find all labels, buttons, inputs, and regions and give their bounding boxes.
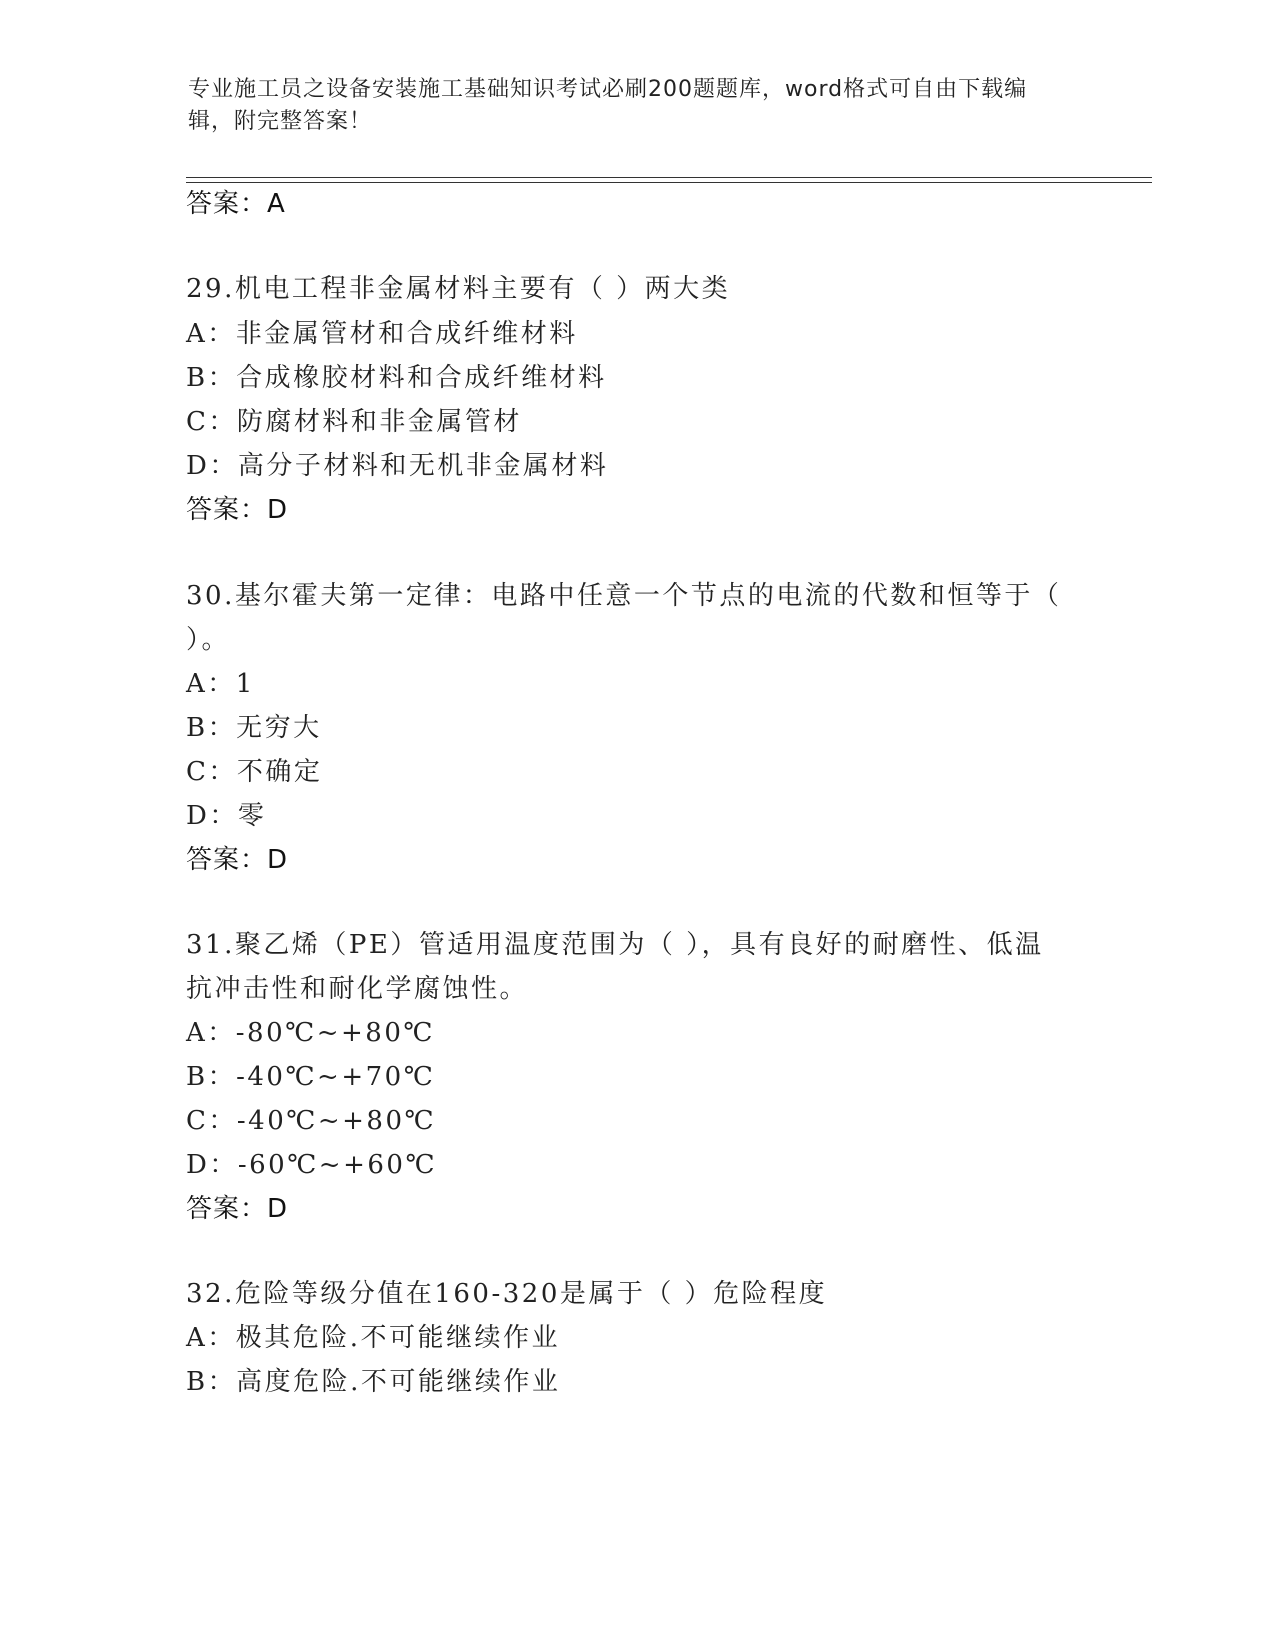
question-32-option-b: B：高度危险.不可能继续作业 — [186, 1367, 561, 1397]
header-divider-bottom — [186, 182, 1152, 183]
question-30-stem-line2: ）。 — [186, 625, 231, 655]
question-32-option-a: A：极其危险.不可能继续作业 — [186, 1323, 561, 1353]
question-29-option-b: B：合成橡胶材料和合成纤维材料 — [186, 363, 607, 393]
question-30-option-b: B：无穷大 — [186, 713, 322, 743]
answer-q31: 答案：D — [186, 1194, 289, 1224]
answer-q29: 答案：D — [186, 495, 289, 525]
question-29-option-c: C：防腐材料和非金属管材 — [186, 407, 522, 437]
question-29-stem: 29.机电工程非金属材料主要有（ ）两大类 — [186, 274, 731, 304]
header-divider-top — [186, 177, 1152, 178]
question-29-option-a: A：非金属管材和合成纤维材料 — [186, 319, 578, 349]
question-31-stem-line2: 抗冲击性和耐化学腐蚀性。 — [186, 974, 529, 1004]
question-31-stem-line1: 31.聚乙烯（PE）管适用温度范围为（ ），具有良好的耐磨性、低温 — [186, 930, 1044, 960]
question-31-option-d: D：-60℃~+60℃ — [186, 1150, 438, 1180]
question-30-option-a: A：1 — [186, 669, 255, 699]
question-32-stem: 32.危险等级分值在160-320是属于（ ）危险程度 — [186, 1279, 828, 1309]
question-31-option-a: A：-80℃~+80℃ — [186, 1018, 435, 1048]
question-30-option-d: D：零 — [186, 801, 267, 831]
question-29-option-d: D：高分子材料和无机非金属材料 — [186, 451, 609, 481]
question-31-option-b: B：-40℃~+70℃ — [186, 1062, 436, 1092]
question-30-stem-line1: 30.基尔霍夫第一定律：电路中任意一个节点的电流的代数和恒等于（ — [186, 581, 1062, 611]
document-header: 专业施工员之设备安装施工基础知识考试必刷200题题库，word格式可自由下载编辑，附完整答案！ — [188, 77, 1028, 134]
question-31-option-c: C：-40℃~+80℃ — [186, 1106, 437, 1136]
answer-q30: 答案：D — [186, 845, 289, 875]
question-30-option-c: C：不确定 — [186, 757, 323, 787]
answer-q28: 答案：A — [186, 189, 286, 219]
